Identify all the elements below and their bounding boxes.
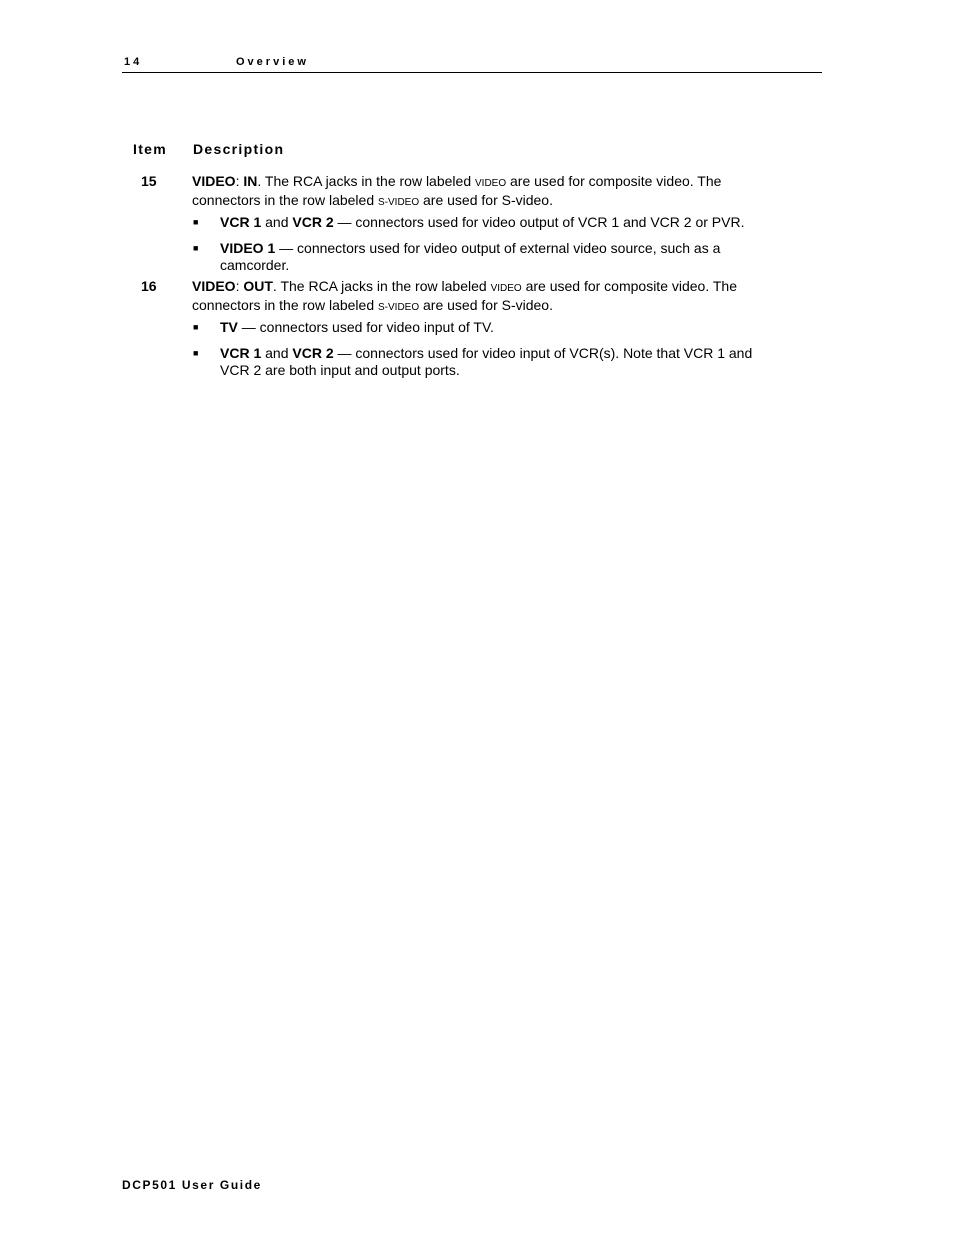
column-header-description: Description (193, 141, 285, 157)
panel-label: S-VIDEO (378, 197, 420, 208)
panel-label: S-VIDEO (378, 302, 420, 313)
bullet-icon: ■ (193, 217, 199, 227)
bullet-icon: ■ (193, 243, 199, 253)
item-description: VIDEO: OUT. The RCA jacks in the row labeled VIDEO are used for composite video. The connectors in the row labeled S-VIDEO are used for S-video. (192, 278, 737, 313)
bullet-item: VCR 1 and VCR 2 — connectors used for video input of VCR(s). Note that VCR 1 and VCR 2 are both input and output ports. (220, 345, 753, 378)
bullet-icon: ■ (193, 348, 199, 358)
item-number: 16 (141, 278, 157, 294)
panel-label: VIDEO (490, 283, 522, 294)
item-description: VIDEO: IN. The RCA jacks in the row labeled VIDEO are used for composite video. The connectors in the row labeled S-VIDEO are used for S-video. (192, 173, 722, 208)
bullet-item: VIDEO 1 — connectors used for video output of external video source, such as a camcorder. (220, 240, 721, 273)
bullet-icon: ■ (193, 322, 199, 332)
bullet-item: TV — connectors used for video input of TV. (220, 319, 494, 335)
bullet-item: VCR 1 and VCR 2 — connectors used for video output of VCR 1 and VCR 2 or PVR. (220, 214, 745, 230)
item-title-port: IN (243, 173, 258, 189)
page-header (122, 55, 822, 73)
item-title: VIDEO (192, 278, 236, 294)
section-title: Overview (236, 56, 309, 68)
panel-label: VIDEO (475, 178, 507, 189)
page-footer: DCP501 User Guide (122, 1178, 262, 1192)
column-header-item: Item (133, 141, 167, 157)
item-number: 15 (141, 173, 157, 189)
item-title-port: OUT (243, 278, 273, 294)
page-number: 14 (124, 56, 143, 68)
item-title: VIDEO (192, 173, 236, 189)
